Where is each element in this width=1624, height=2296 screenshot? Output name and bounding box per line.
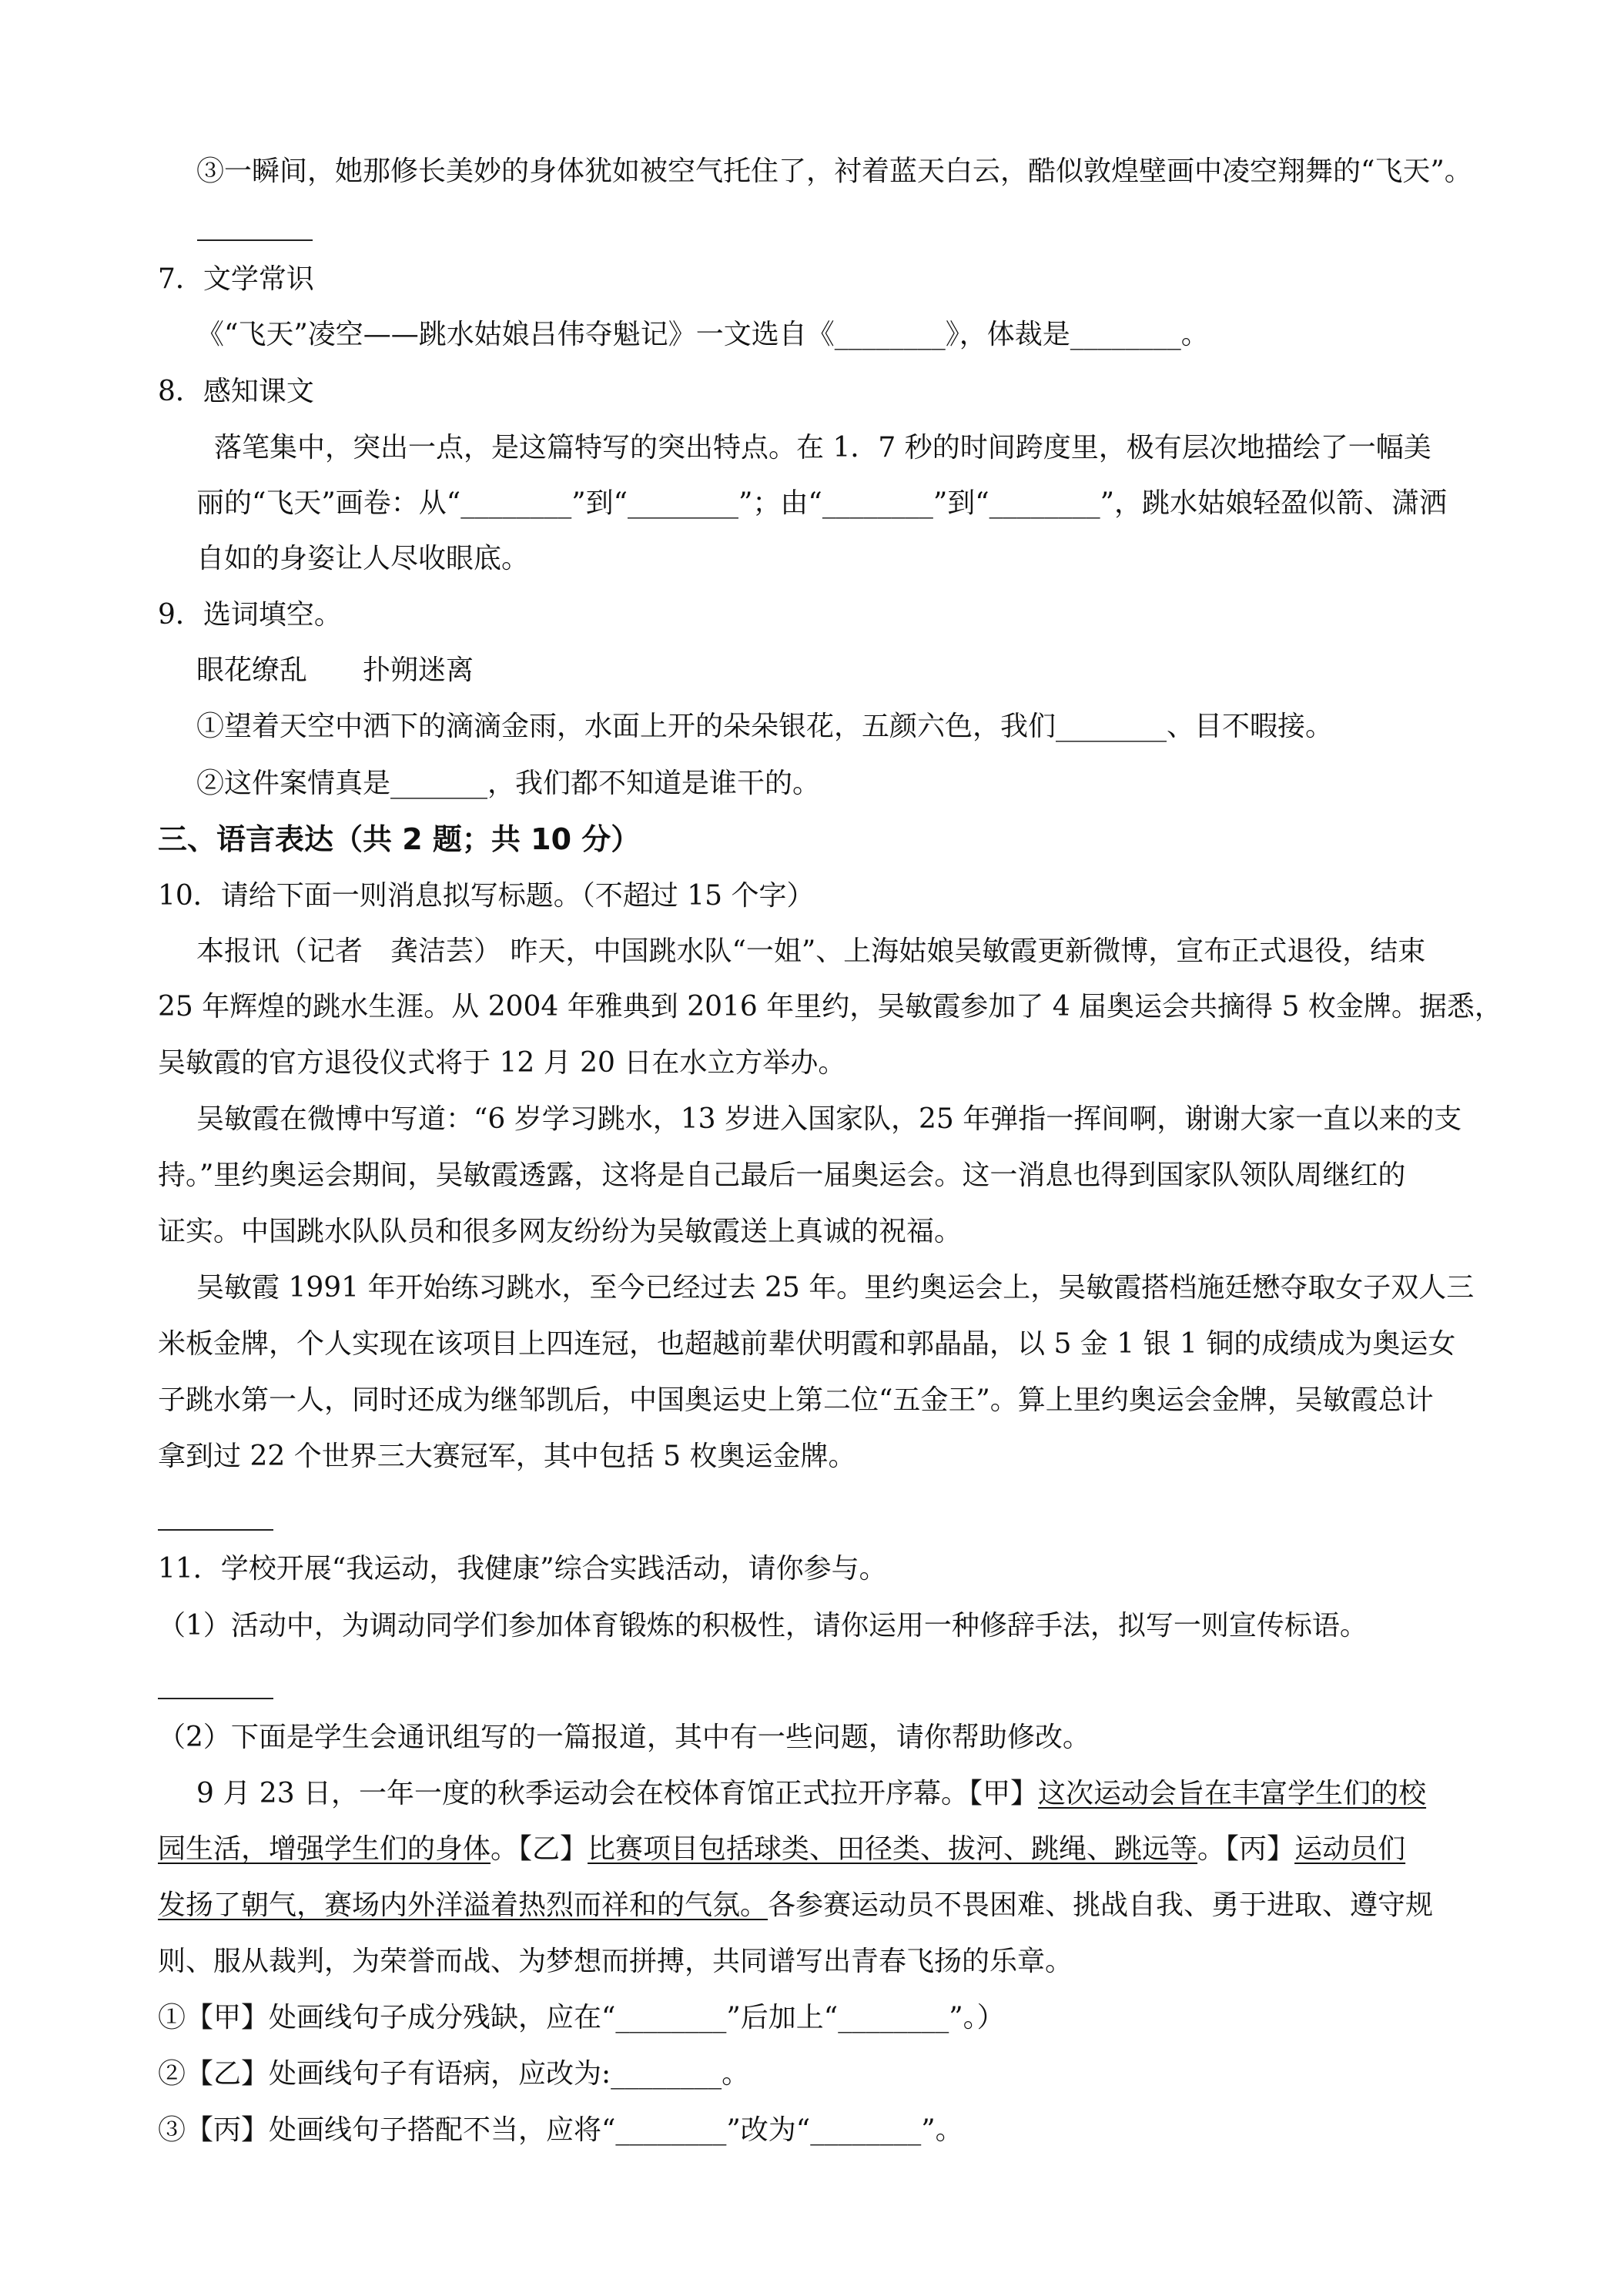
report-line-3 [158, 1887, 1433, 1924]
underlined-sentence-jia: 园生活，增强学生们的身体 [158, 1833, 491, 1865]
report-text: 。【乙】 [491, 1833, 588, 1865]
report-line-2 [158, 1831, 1405, 1868]
q10-p3-line-2: 米板金牌，个人实现在该项目上四连冠，也超越前辈伏明霞和郭晶晶，以 5 金 1 银 1 铜的成绩成为奥运女 [158, 1328, 1456, 1360]
q8-line-1: 落笔集中，突出一点，是这篇特写的突出特点。在 1．7 秒的时间跨度里，极有层次地描绘了一幅美 [214, 432, 1431, 464]
q10-title: 10．请给下面一则消息拟写标题。（不超过 15 个字） [158, 880, 815, 912]
q11-title: 11．学校开展“我运动，我健康”综合实践活动，请你参与。 [158, 1553, 887, 1585]
q8-line-3: 自如的身姿让人尽收眼底。 [196, 543, 530, 574]
q11-answer-2: ②【乙】处画线句子有语病，应改为:________。 [158, 2058, 750, 2090]
q11-answer-1: ①【甲】处画线句子成分残缺，应在“________”后加上“________”。） [158, 2002, 1005, 2033]
q11-sub-1: （1）活动中，为调动同学们参加体育锻炼的积极性，请你运用一种修辞手法，拟写一则宣传标语。 [158, 1610, 1368, 1642]
answer-line [158, 1698, 273, 1699]
report-line-4: 则、服从裁判，为荣誉而战、为梦想而拼搏，共同谱写出青春飞扬的乐章。 [158, 1946, 1073, 1977]
q7-text: 《“飞天”凌空——跳水姑娘吕伟夺魁记》一文选自《________》，体裁是________。 [196, 319, 1209, 350]
q10-p2-line-2: 持。”里约奥运会期间，吴敏霞透露，这将是自己最后一届奥运会。这一消息也得到国家队领队周继红的 [158, 1160, 1406, 1191]
q9-options: 眼花缭乱 扑朔迷离 [196, 654, 474, 686]
q10-p2-line-3: 证实。中国跳水队队员和很多网友纷纷为吴敏霞送上真诚的祝福。 [158, 1216, 963, 1247]
q9-item-2: ②这件案情真是_______，我们都不知道是谁干的。 [196, 768, 821, 799]
q10-p3-line-3: 子跳水第一人，同时还成为继邹凯后，中国奥运史上第二位“五金王”。算上里约奥运会金牌，吴敏霞总计 [158, 1384, 1434, 1416]
answer-line [197, 239, 313, 241]
q6-item-3: ③一瞬间，她那修长美妙的身体犹如被空气托住了，衬着蓝天白云，酷似敦煌壁画中凌空翔舞的“飞天”。 [196, 156, 1472, 187]
q9-item-1: ①望着天空中洒下的滴滴金雨，水面上开的朵朵银花，五颜六色，我们________、目不暇接。 [196, 711, 1334, 742]
q10-p3-line-4: 拿到过 22 个世界三大赛冠军，其中包括 5 枚奥运金牌。 [158, 1441, 856, 1472]
underlined-sentence-bing: 发扬了朝气，赛场内外洋溢着热烈而祥和的气氛。 [158, 1889, 768, 1921]
q11-answer-3: ③【丙】处画线句子搭配不当，应将“________”改为“________”。 [158, 2114, 963, 2146]
q9-title: 9．选词填空。 [158, 599, 342, 631]
answer-line [158, 1529, 273, 1531]
q10-p1-line-3: 吴敏霞的官方退役仪式将于 12 月 20 日在水立方举办。 [158, 1047, 846, 1079]
report-line-1 [196, 1776, 1426, 1812]
section-3-heading: 三、语言表达（共 2 题；共 10 分） [158, 822, 641, 856]
q10-p1-line-1: 本报讯（记者 龚洁芸） 昨天，中国跳水队“一姐”、上海姑娘吴敏霞更新微博，宣布正式退役，结束 [196, 935, 1426, 967]
underlined-sentence-jia: 这次运动会旨在丰富学生们的校 [1038, 1778, 1427, 1809]
report-text: 各参赛运动员不畏困难、挑战自我、勇于进取、遵守规 [768, 1889, 1434, 1921]
q8-title: 8．感知课文 [158, 376, 314, 407]
q10-p1-line-2: 25 年辉煌的跳水生涯。从 2004 年雅典到 2016 年里约，吴敏霞参加了 4 届奥运会共摘得 5 枚金牌。据悉， [158, 991, 1502, 1022]
q7-title: 7．文学常识 [158, 263, 314, 295]
q8-line-2: 丽的“飞天”画卷：从“________”到“________”；由“________”到“________”，跳水姑娘轻盈似箭、潇洒 [196, 487, 1448, 519]
underlined-sentence-yi: 比赛项目包括球类、田径类、拔河、跳绳、跳远等 [588, 1833, 1198, 1865]
q10-p2-line-1: 吴敏霞在微博中写道：“6 岁学习跳水，13 岁进入国家队，25 年弹指一挥间啊，谢谢大家一直以来的支 [196, 1103, 1462, 1135]
q10-p3-line-1: 吴敏霞 1991 年开始练习跳水，至今已经过去 25 年。里约奥运会上，吴敏霞搭档施廷懋夺取女子双人三 [196, 1272, 1475, 1304]
report-text: 9 月 23 日，一年一度的秋季运动会在校体育馆正式拉开序幕。【甲】 [196, 1778, 1039, 1809]
q11-sub-2: （2）下面是学生会通讯组写的一篇报道，其中有一些问题，请你帮助修改。 [158, 1722, 1090, 1753]
report-text: 。【丙】 [1197, 1833, 1295, 1865]
underlined-sentence-bing: 运动员们 [1294, 1833, 1406, 1865]
